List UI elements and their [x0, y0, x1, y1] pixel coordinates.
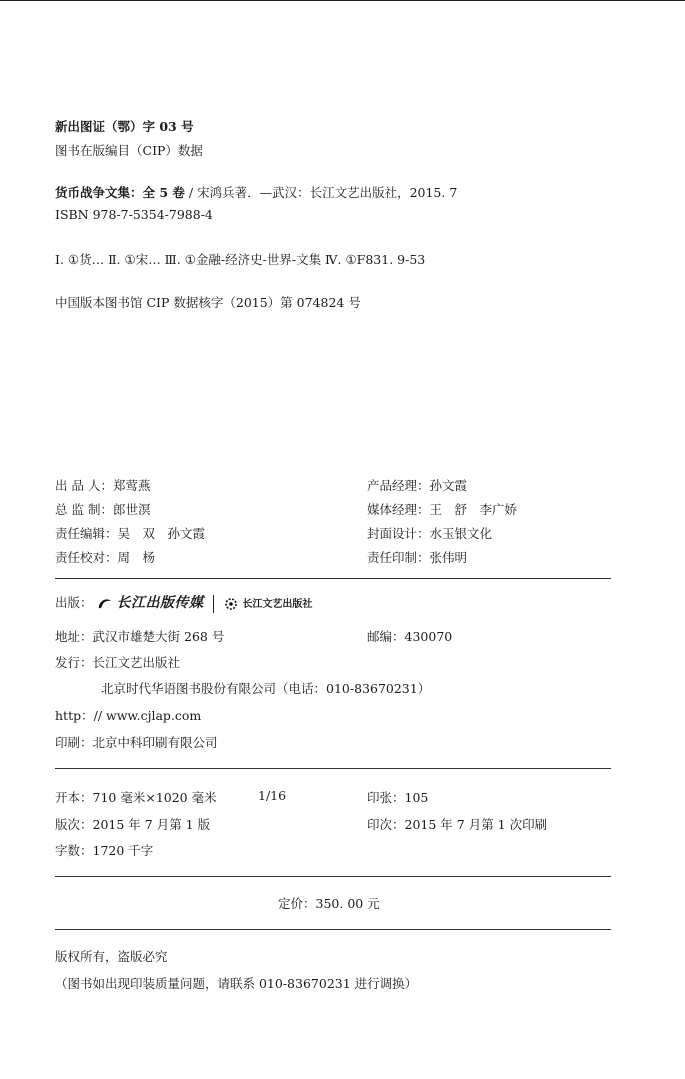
publisher-label: 出版：	[55, 595, 93, 610]
credit-editor: 责任编辑：吴 双 孙文霞	[55, 526, 206, 541]
publisher-line	[55, 592, 312, 613]
credit-producer: 出 品 人：郑莺燕	[55, 478, 151, 493]
literature-press-logo-icon	[224, 597, 238, 611]
credit-proofreader: 责任校对：周 杨	[55, 550, 156, 565]
spec-edition: 版次：2015 年 7 月第 1 版	[55, 817, 211, 832]
spec-impression: 印次：2015 年 7 月第 1 次印刷	[367, 817, 548, 832]
credit-media-manager: 媒体经理：王 舒 李广娇	[367, 502, 518, 517]
spec-format: 开本：710 毫米×1020 毫米	[55, 790, 217, 805]
spec-fold: 1/16	[258, 788, 287, 803]
divider	[55, 929, 611, 930]
printer: 印刷：北京中科印刷有限公司	[55, 735, 218, 750]
cip-heading: 图书在版编目（CIP）数据	[55, 143, 203, 158]
spec-word-count: 字数：1720 千字	[55, 843, 154, 858]
book-title: 货币战争文集：全 5 卷	[55, 185, 185, 200]
cip-title-line	[55, 183, 457, 201]
spec-sheets: 印张：105	[367, 790, 429, 805]
website-link[interactable]: // www.cjlap.com	[93, 708, 202, 723]
copyright: 版权所有，盗版必究	[55, 949, 168, 964]
changjiang-media-logo: 长江出版传媒	[116, 595, 204, 611]
distribution-second: 北京时代华语图书股份有限公司（电话：010-83670231）	[101, 681, 431, 696]
quality-note: （图书如出现印装质量问题，请联系 010-83670231 进行调换）	[55, 976, 418, 991]
divider	[55, 578, 611, 579]
divider	[55, 876, 611, 877]
credit-supervisor: 总 监 制：郎世溟	[55, 502, 151, 517]
author-publisher: / 宋鸿兵著．—武汉：长江文艺出版社，2015. 7	[184, 185, 458, 200]
top-border	[0, 0, 685, 1]
approval-number: 新出图证（鄂）字 03 号	[55, 119, 194, 134]
credit-print-manager: 责任印制：张伟明	[367, 550, 468, 565]
website: http：// www.cjlap.com	[55, 708, 202, 723]
classification: Ⅰ. ①货… Ⅱ. ①宋… Ⅲ. ①金融-经济史-世界-文集 Ⅳ. ①F831. 9-53	[55, 252, 426, 267]
postcode: 邮编：430070	[367, 629, 453, 644]
literature-press-logo: 长江文艺出版社	[242, 599, 313, 610]
address: 地址：武汉市雄楚大街 268 号	[55, 629, 225, 644]
credit-product-manager: 产品经理：孙文霞	[367, 478, 468, 493]
logo-separator	[213, 595, 214, 613]
changjiang-media-logo-icon	[97, 597, 113, 611]
cip-number: 中国版本图书馆 CIP 数据核字（2015）第 074824 号	[55, 295, 361, 310]
price: 定价：350. 00 元	[278, 896, 380, 911]
divider	[55, 768, 611, 769]
isbn: ISBN 978-7-5354-7988-4	[55, 207, 213, 222]
credit-cover-design: 封面设计：水玉银文化	[367, 526, 493, 541]
distribution: 发行：长江文艺出版社	[55, 655, 181, 670]
